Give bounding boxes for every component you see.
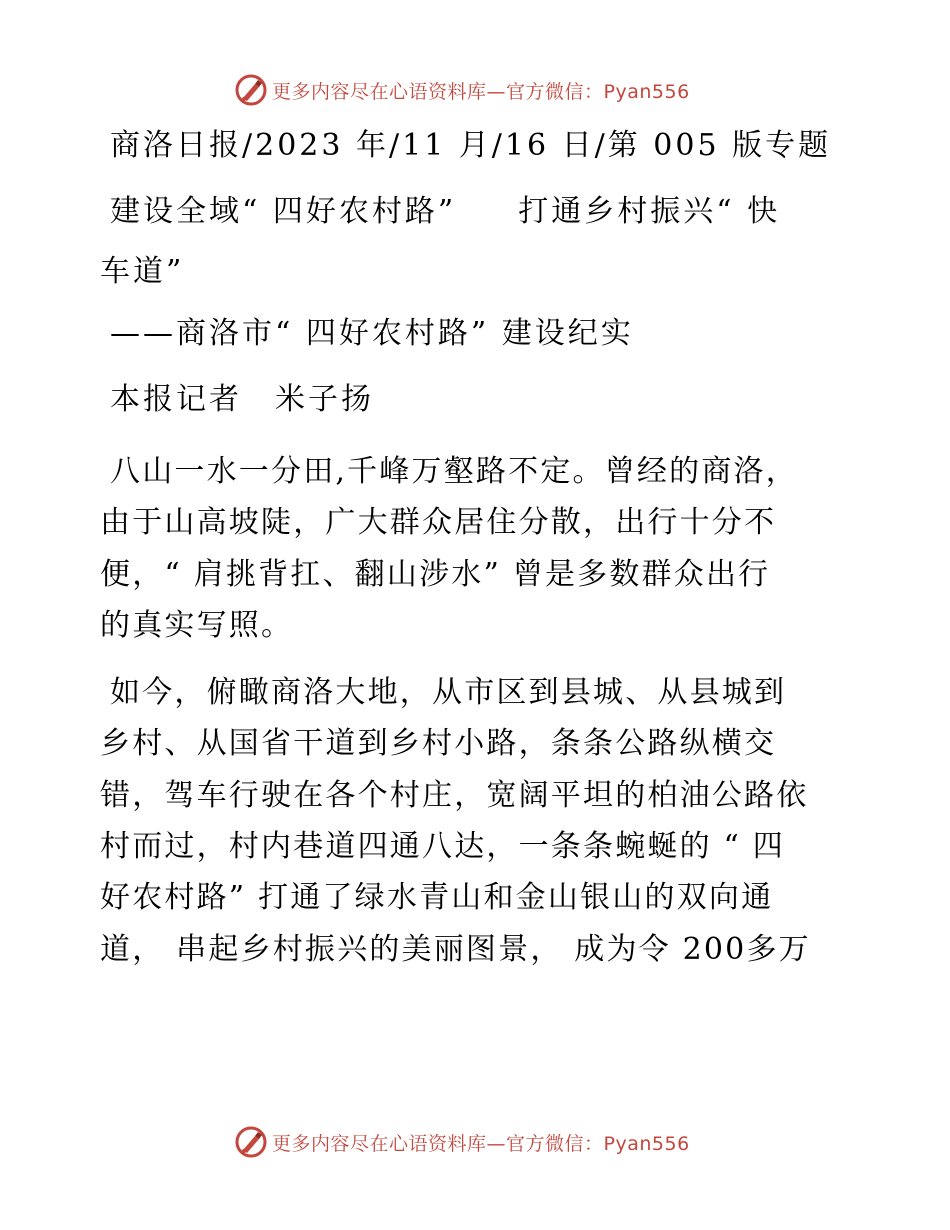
subtitle: ——商洛市“ 四好农村路” 建设纪实 [110,316,634,351]
paragraph-line: 好农村路” 打通了绿水青山和金山银山的双向通 [100,880,774,916]
paragraph-line: 的真实写照。 [100,607,294,643]
pen-logo-icon [234,73,268,107]
watermark-separator: — [486,80,507,103]
source-line: 商洛日报/2023 年/11 月/16 日/第 005 版专题 [110,128,832,163]
byline: 本报记者 米子扬 [110,382,374,417]
watermark-wechat-id: Pyan556 [603,1132,690,1155]
watermark-prefix: 更多内容尽在心语资料库 [272,80,487,103]
paragraph-line: 错，驾车行驶在各个村庄，宽阔平坦的柏油公路依 [100,777,809,813]
pen-logo-icon [234,1125,268,1159]
paragraph-line: 八山一水一分田,千峰万壑路不定。曾经的商洛， [110,454,798,489]
paragraph-line: 由于山高坡陡，广大群众居住分散，出行十分不 [100,505,777,541]
paragraph-line: 村而过，村内巷道四通八达，一条条蜿蜒的 “ 四 [100,829,786,865]
watermark-footer [234,1124,690,1160]
watermark-prefix: 更多内容尽在心语资料库 [272,1132,487,1155]
headline-part1: 建设全域“ 四好农村路” [110,194,457,229]
headline [100,190,852,234]
paragraph-line: 便，“ 肩挑背扛、翻山涉水” 曾是多数群众出行 [100,556,771,592]
paragraph-2 [100,667,852,975]
watermark-wechat-label: 官方微信： [506,80,604,103]
watermark-wechat-label: 官方微信： [506,1132,604,1155]
headline-part2: 打通乡村振兴“ 快 [518,194,781,229]
watermark-header [234,72,690,108]
watermark-separator: — [486,1132,507,1155]
article-body [100,124,852,975]
paragraph-1 [100,446,852,651]
headline-continuation: 车道” [100,254,185,289]
paragraph-line: 道， 串起乡村振兴的美丽图景， 成为令 200多万 [100,931,811,967]
paragraph-line: 乡村、从国省干道到乡村小路，条条公路纵横交 [100,726,777,762]
paragraph-line: 如今，俯瞰商洛大地，从市区到县城、从县城到 [110,675,787,711]
watermark-wechat-id: Pyan556 [603,80,690,103]
